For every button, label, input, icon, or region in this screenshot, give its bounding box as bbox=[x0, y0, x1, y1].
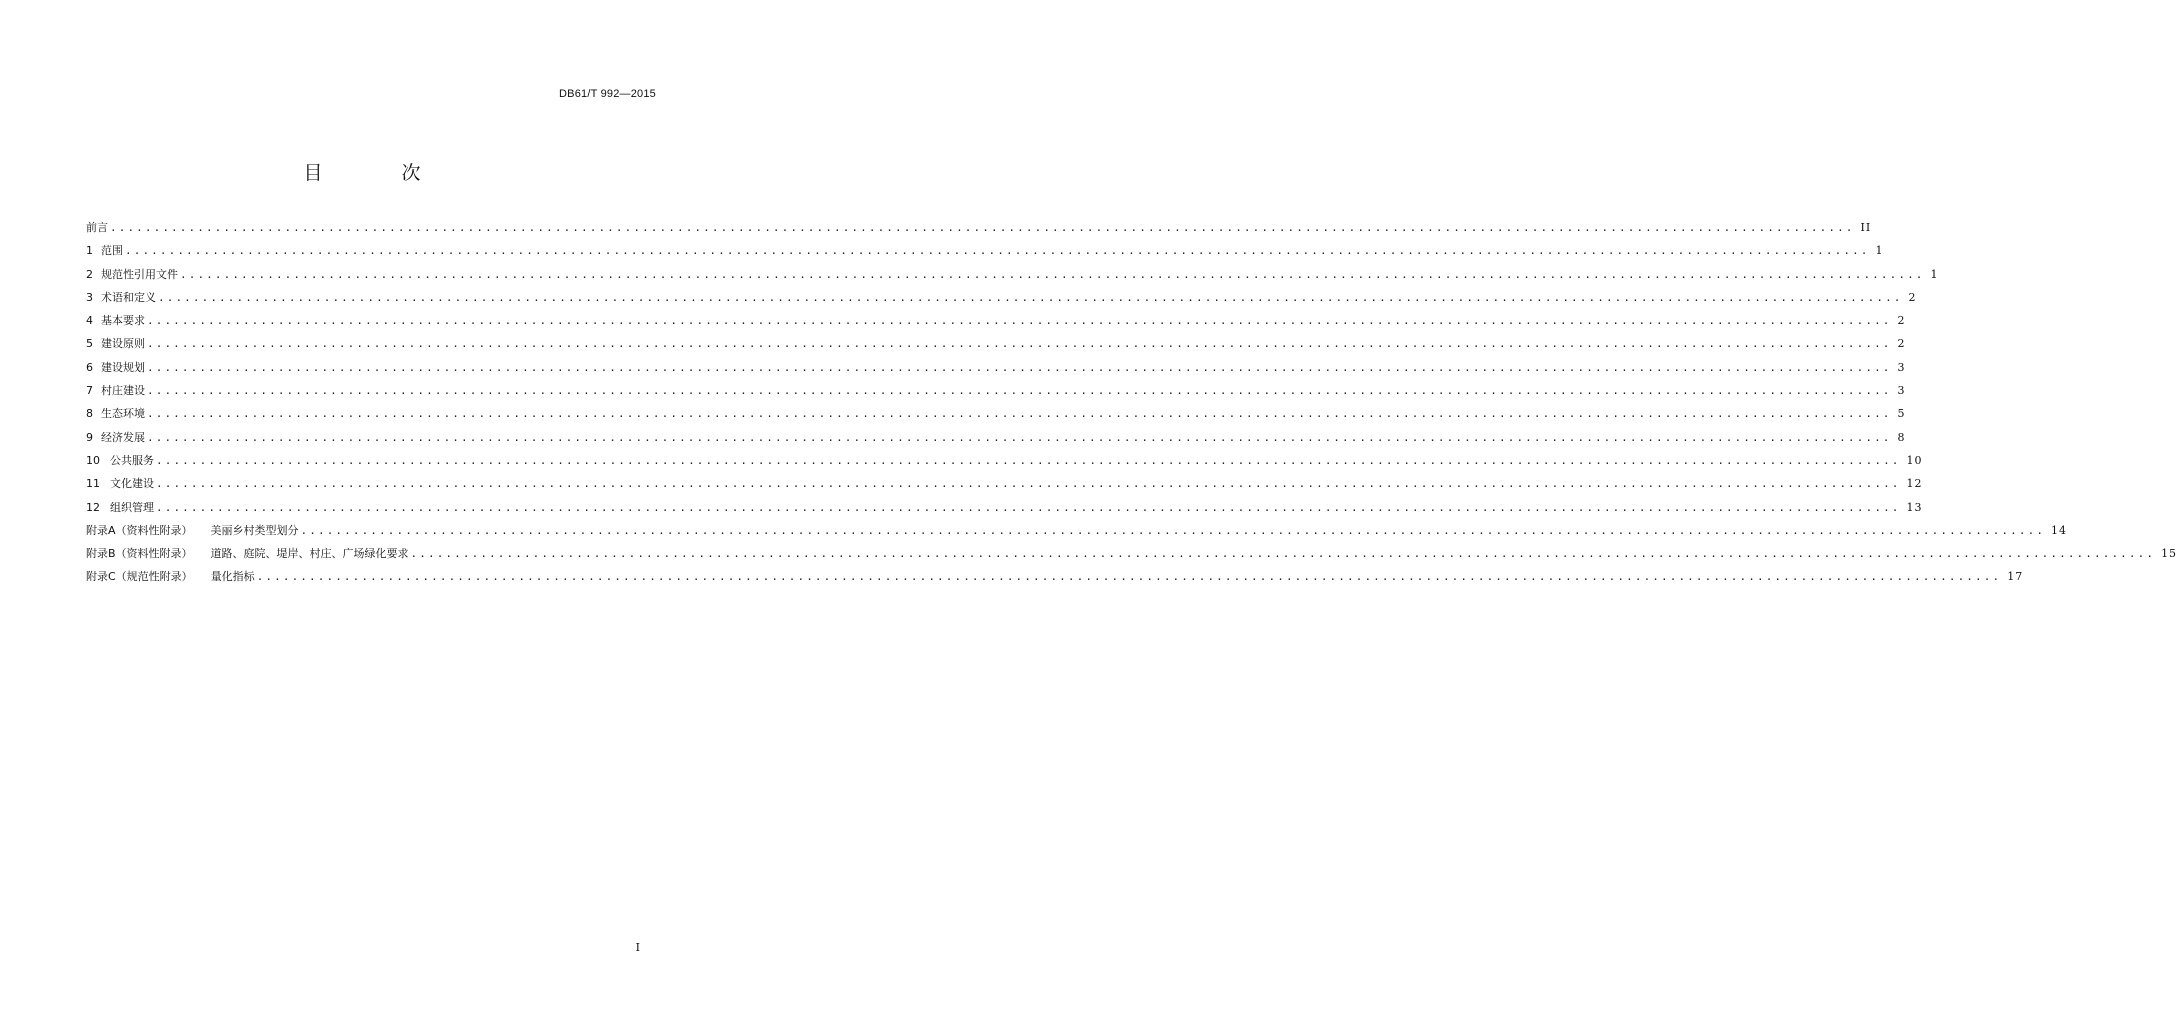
toc-entry-number: 1 bbox=[86, 244, 93, 258]
toc-dot-leader: ........................................................................................................................................................................................................ bbox=[147, 430, 1892, 444]
toc-entry-number: 附录A（资料性附录） bbox=[86, 523, 193, 537]
toc-entry-page: 1 bbox=[1930, 267, 1939, 281]
toc-entry-label: 文化建设 bbox=[110, 477, 154, 491]
toc-entry[interactable] bbox=[86, 522, 2068, 545]
toc-entry-number: 7 bbox=[86, 384, 93, 398]
toc-dot-leader: ........................................................................................................................................................................................................ bbox=[256, 570, 2002, 584]
toc-entry-label: 建设原则 bbox=[101, 337, 145, 351]
toc-title: 目 次 bbox=[303, 162, 451, 184]
toc-dot-leader: ........................................................................................................................................................................................................ bbox=[147, 337, 1892, 351]
toc-entry[interactable] bbox=[86, 475, 1923, 498]
toc-dot-leader: ........................................................................................................................................................................................................ bbox=[410, 547, 2156, 561]
toc-dot-leader: ........................................................................................................................................................................................................ bbox=[156, 453, 1901, 467]
toc-dot-leader: ........................................................................................................................................................................................................ bbox=[156, 500, 1901, 514]
toc-dot-leader: ........................................................................................................................................................................................................ bbox=[147, 360, 1892, 374]
toc-entry-page: 3 bbox=[1897, 360, 1906, 374]
toc-entry[interactable] bbox=[86, 242, 1884, 265]
toc-entry[interactable] bbox=[86, 429, 1906, 452]
toc-entry[interactable] bbox=[86, 568, 2024, 591]
toc-entry-label: 量化指标 bbox=[210, 570, 255, 584]
toc-entry-number: 5 bbox=[86, 337, 93, 351]
toc-entry-page: 5 bbox=[1897, 407, 1906, 421]
toc-dot-leader: ........................................................................................................................................................................................................ bbox=[180, 267, 1925, 281]
toc-entry-label: 道路、庭院、堤岸、村庄、广场绿化要求 bbox=[210, 547, 409, 561]
toc-entry-number: 附录C（规范性附录） bbox=[86, 570, 193, 584]
page-number: I bbox=[635, 941, 640, 954]
toc-entry-label: 组织管理 bbox=[110, 500, 154, 514]
toc-entry-page: 2 bbox=[1897, 337, 1906, 351]
toc-entry-number: 10 bbox=[86, 453, 100, 467]
toc-dot-leader: ........................................................................................................................................................................................................ bbox=[158, 290, 1903, 304]
toc-entry[interactable] bbox=[86, 545, 2177, 568]
toc-entry-label: 基本要求 bbox=[101, 314, 145, 328]
table-of-contents bbox=[86, 219, 2177, 592]
toc-entry-number: 12 bbox=[86, 500, 100, 514]
toc-entry-label: 美丽乡村类型划分 bbox=[210, 523, 299, 537]
toc-entry-number: 9 bbox=[86, 430, 93, 444]
toc-entry[interactable] bbox=[86, 499, 1923, 522]
toc-entry[interactable] bbox=[86, 405, 1906, 428]
toc-entry-label: 建设规划 bbox=[101, 360, 145, 374]
toc-entry-label: 术语和定义 bbox=[101, 290, 156, 304]
toc-entry-label: 规范性引用文件 bbox=[101, 267, 178, 281]
toc-entry-number: 4 bbox=[86, 314, 93, 328]
toc-entry-page: 8 bbox=[1897, 430, 1906, 444]
toc-entry-page: 10 bbox=[1906, 453, 1923, 467]
toc-dot-leader: ........................................................................................................................................................................................................ bbox=[147, 384, 1892, 398]
toc-dot-leader: ........................................................................................................................................................................................................ bbox=[125, 244, 1870, 258]
standard-code: DB61/T 992—2015 bbox=[559, 88, 656, 100]
toc-entry[interactable] bbox=[86, 359, 1906, 382]
toc-dot-leader: ........................................................................................................................................................................................................ bbox=[110, 221, 1855, 234]
toc-entry[interactable] bbox=[86, 266, 1939, 289]
toc-entry-label: 村庄建设 bbox=[101, 384, 145, 398]
toc-entry-label: 前言 bbox=[86, 221, 108, 234]
toc-entry[interactable] bbox=[86, 289, 1917, 312]
toc-entry-page: 13 bbox=[1906, 500, 1923, 514]
toc-entry-page: 2 bbox=[1897, 314, 1906, 328]
toc-entry-page: 15 bbox=[2161, 547, 2177, 561]
toc-entry-page: 2 bbox=[1908, 290, 1917, 304]
toc-entry-number: 8 bbox=[86, 407, 93, 421]
toc-entry-page: 12 bbox=[1906, 477, 1923, 491]
toc-dot-leader: ........................................................................................................................................................................................................ bbox=[156, 477, 1901, 491]
toc-entry[interactable] bbox=[86, 219, 1872, 242]
toc-entry[interactable] bbox=[86, 452, 1923, 475]
toc-entry-label: 经济发展 bbox=[101, 430, 145, 444]
toc-entry-page: 3 bbox=[1897, 384, 1906, 398]
toc-entry-number: 11 bbox=[86, 477, 100, 491]
toc-dot-leader: ........................................................................................................................................................................................................ bbox=[147, 314, 1892, 328]
toc-dot-leader: ........................................................................................................................................................................................................ bbox=[147, 407, 1892, 421]
toc-entry-label: 生态环境 bbox=[101, 407, 145, 421]
toc-entry-number: 3 bbox=[86, 290, 93, 304]
toc-dot-leader: ........................................................................................................................................................................................................ bbox=[300, 523, 2046, 537]
toc-entry-page: II bbox=[1860, 221, 1872, 234]
toc-entry[interactable] bbox=[86, 382, 1906, 405]
toc-entry[interactable] bbox=[86, 312, 1906, 335]
toc-entry-page: 1 bbox=[1875, 244, 1884, 258]
toc-entry-page: 17 bbox=[2007, 570, 2024, 584]
toc-entry-number: 附录B（资料性附录） bbox=[86, 547, 193, 561]
toc-entry-number: 6 bbox=[86, 360, 93, 374]
toc-entry-label: 范围 bbox=[101, 244, 123, 258]
toc-entry-number: 2 bbox=[86, 267, 93, 281]
toc-entry-label: 公共服务 bbox=[110, 453, 154, 467]
toc-entry-page: 14 bbox=[2051, 523, 2068, 537]
toc-entry[interactable] bbox=[86, 335, 1906, 358]
